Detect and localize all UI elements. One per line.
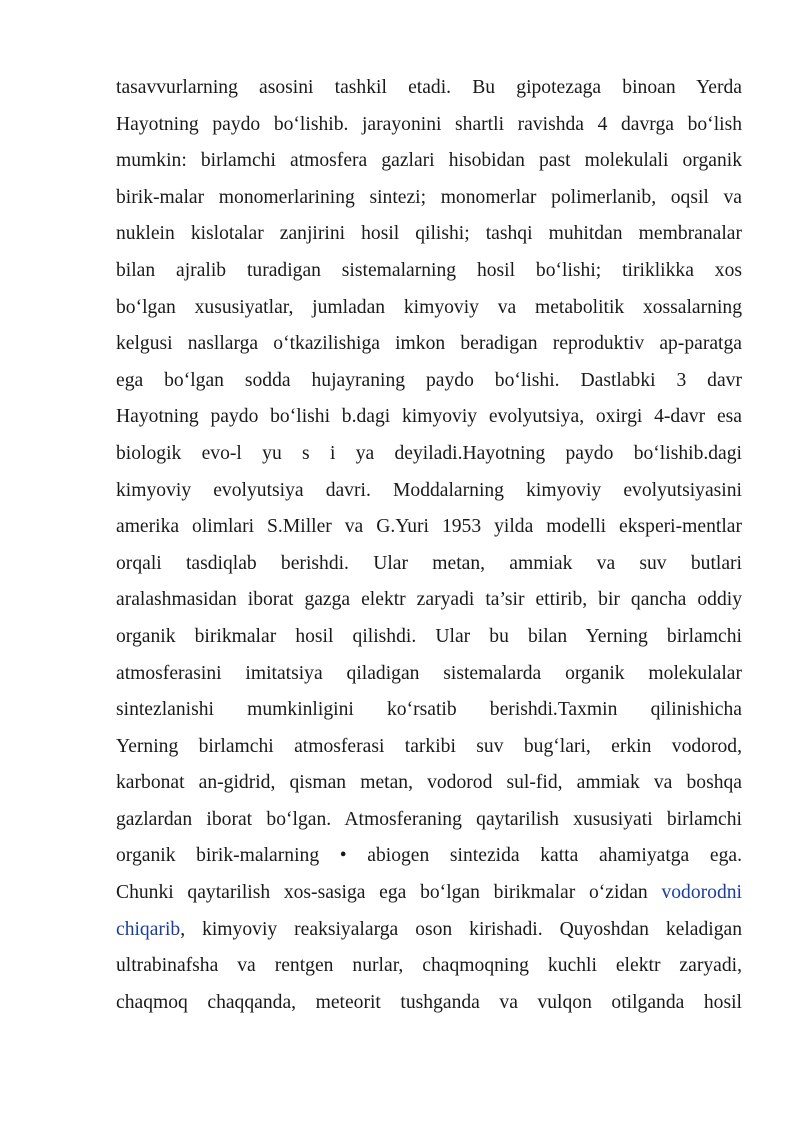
text-line: biologik evo-l yu s i ya deyiladi.Hayotning paydo bo‘lishib.dagi: [116, 442, 742, 464]
text-line: organik birik-malarning • abiogen sintezida katta ahamiyatga ega.: [116, 845, 742, 867]
text-line: organik birikmalar hosil qilishdi. Ular bu bilan Yerning birlamchi: [116, 625, 742, 647]
text-line: ultrabinafsha va rentgen nurlar, chaqmoqning kuchli elektr zaryadi,: [116, 955, 742, 977]
text-line: Hayotning paydo bo‘lishi b.dagi kimyoviy evolyutsiya, oxirgi 4-davr esa: [116, 406, 742, 428]
text-line: [116, 875, 742, 912]
text-line: amerika olimlari S.Miller va G.Yuri 1953 yilda modelli eksperi-mentlar: [116, 516, 742, 538]
text-line: karbonat an-gidrid, qisman metan, vodorod sul-fid, ammiak va boshqa: [116, 772, 742, 794]
link-vodorodni[interactable]: vodorodni: [661, 882, 742, 904]
text-line: ega bo‘lgan sodda hujayraning paydo bo‘lishi. Dastlabki 3 davr: [116, 369, 742, 391]
text-line: mumkin: birlamchi atmosfera gazlari hisobidan past molekulali organik: [116, 150, 742, 172]
text-line: kelgusi nasllarga o‘tkazilishiga imkon beradigan reproduktiv ap-paratga: [116, 333, 742, 355]
text-line: gazlardan iborat bo‘lgan. Atmosferaning qaytarilish xususiyati birlamchi: [116, 808, 742, 830]
text-line: kimyoviy evolyutsiya davri. Moddalarning kimyoviy evolyutsiyasini: [116, 479, 742, 501]
text-line: [116, 912, 742, 949]
text-line: chaqmoq chaqqanda, meteorit tushganda va vulqon otilganda hosil: [116, 991, 742, 1013]
text-line: atmosferasini imitatsiya qiladigan sistemalarda organik molekulalar: [116, 662, 742, 684]
text-line: tasavvurlarning asosini tashkil etadi. Bu gipotezaga binoan Yerda: [116, 77, 742, 98]
text-line: bo‘lgan xususiyatlar, jumladan kimyoviy va metabolitik xossalarning: [116, 296, 742, 318]
text-line: bilan ajralib turadigan sistemalarning hosil bo‘lishi; tiriklikka xos: [116, 259, 742, 281]
text-segment: , kimyoviy reaksiyalarga oson kirishadi. Quyoshdan keladigan: [180, 918, 742, 940]
text-line: orqali tasdiqlab berishdi. Ular metan, ammiak va suv butlari: [116, 552, 742, 574]
text-line: Yerning birlamchi atmosferasi tarkibi suv bug‘lari, erkin vodorod,: [116, 735, 742, 757]
text-line: aralashmasidan iborat gazga elektr zaryadi ta’sir ettirib, bir qancha oddiy: [116, 589, 742, 611]
body-text: [116, 70, 742, 1021]
text-segment: Chunki qaytarilish xos-sasiga ega bo‘lgan birikmalar o‘zidan: [116, 882, 662, 904]
text-line: sintezlanishi mumkinligini ko‘rsatib berishdi.Taxmin qilinishicha: [116, 699, 742, 721]
text-line: Hayotning paydo bo‘lishib. jarayonini shartli ravishda 4 davrga bo‘lish: [116, 113, 742, 135]
text-line: birik-malar monomerlarining sintezi; monomerlar polimerlanib, oqsil va: [116, 186, 742, 208]
link-chiqarib[interactable]: chiqarib: [116, 918, 181, 940]
text-line: nuklein kislotalar zanjirini hosil qilishi; tashqi muhitdan membranalar: [116, 223, 742, 245]
